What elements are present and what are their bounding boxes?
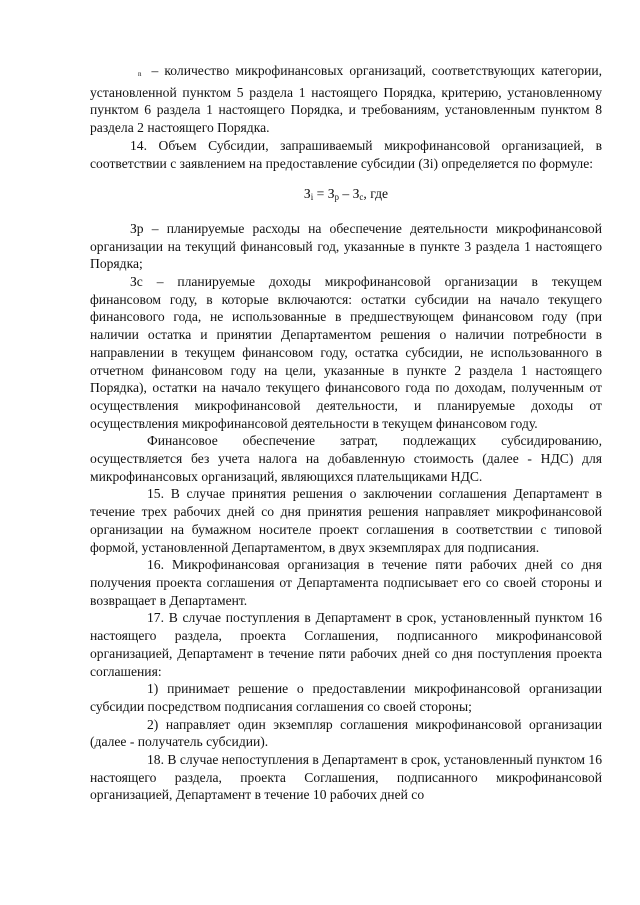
subsidy-formula: $З_i = З_р - З_с$, где: [303, 186, 389, 203]
paragraph-14: 14. Объем Субсидии, запрашиваемый микрофинансовой организацией, в соответствии с заявлением на предоставление субсидии (Зi) определяется по формуле:: [90, 137, 602, 171]
paragraph-17-item-2: 2) направляет один экземпляр соглашения микрофинансовой организации (далее - получатель субсидии).: [90, 716, 602, 750]
paragraph-financing: Финансовое обеспечение затрат, подлежащих субсидированию, осуществляется без учета налога на добавленную стоимость (далее - НДС) для микрофинансовых организаций, являющихся плательщиками НДС.: [90, 433, 602, 484]
paragraph-15: 15. В случае принятия решения о заключении соглашения Департамент в течение трех рабочих дней со дня принятия решения направляет микрофинансовой организации на бумажном носителе проект соглашения в соответствии с типовой формой, установленной Департаментом, в двух экземплярах для подписания.: [90, 486, 602, 555]
document-page: [90, 62, 602, 804]
paragraph-zs-definition: Зс – планируемые доходы микрофинансовой организации в текущем финансовом году, в которые включаются: остатки субсидии на начало текущего финансового года, не использованные в предшествующем финансовом году (при наличии остатка и принятии Департаментом решения о наличии потребности в направлении в текущем финансовом году, остатка субсидии, не использованного в отчетном финансовом году на цели, указанные в пункте 2 раздела 1 настоящего Порядка), остатки на начало текущего финансового года по доходам, полученным от осуществления микрофинансовой деятельности, и планируемые доходы от осуществления микрофинансовой деятельности в текущем финансовом году.: [90, 274, 602, 431]
paragraph-18: 18. В случае непоступления в Департамент в срок, установленный пунктом 16 настоящего раздела, проекта Соглашения, подписанного микрофинансовой организацией, Департамент в течение 10 рабочих дней со: [90, 752, 602, 803]
paragraph-17-item-1: 1) принимает решение о предоставлении микрофинансовой организации субсидии посредством подписания соглашения со своей стороны;: [90, 681, 602, 714]
paragraph-text: – количество микрофинансовых организаций, соответствующих категории, установленной пунктом 5 раздела 1 настоящего Порядка, критерию, установленному пунктом 6 раздела 1 настоящего Порядка, и требованиям, установленным пунктом 8 раздела 2 настоящего Порядка.: [90, 63, 602, 136]
n-variable-label: n: [138, 70, 142, 78]
paragraph-n-definition: [90, 62, 602, 137]
paragraph-16: 16. Микрофинансовая организация в течение пяти рабочих дней со дня получения проекта соглашения от Департамента подписывает его со своей стороны и возвращает в Департамент.: [90, 557, 602, 608]
paragraph-zr-definition: Зр – планируемые расходы на обеспечение деятельности микрофинансовой организации на текущий финансовый год, указанные в пункте 3 раздела 1 настоящего Порядка;: [90, 220, 602, 272]
paragraph-17: 17. В случае поступления в Департамент в срок, установленный пунктом 16 настоящего раздела, проекта Соглашения, подписанного микрофинансовой организацией, Департамент в течение пяти рабочих дней со дня поступления проекта соглашения:: [90, 610, 602, 679]
